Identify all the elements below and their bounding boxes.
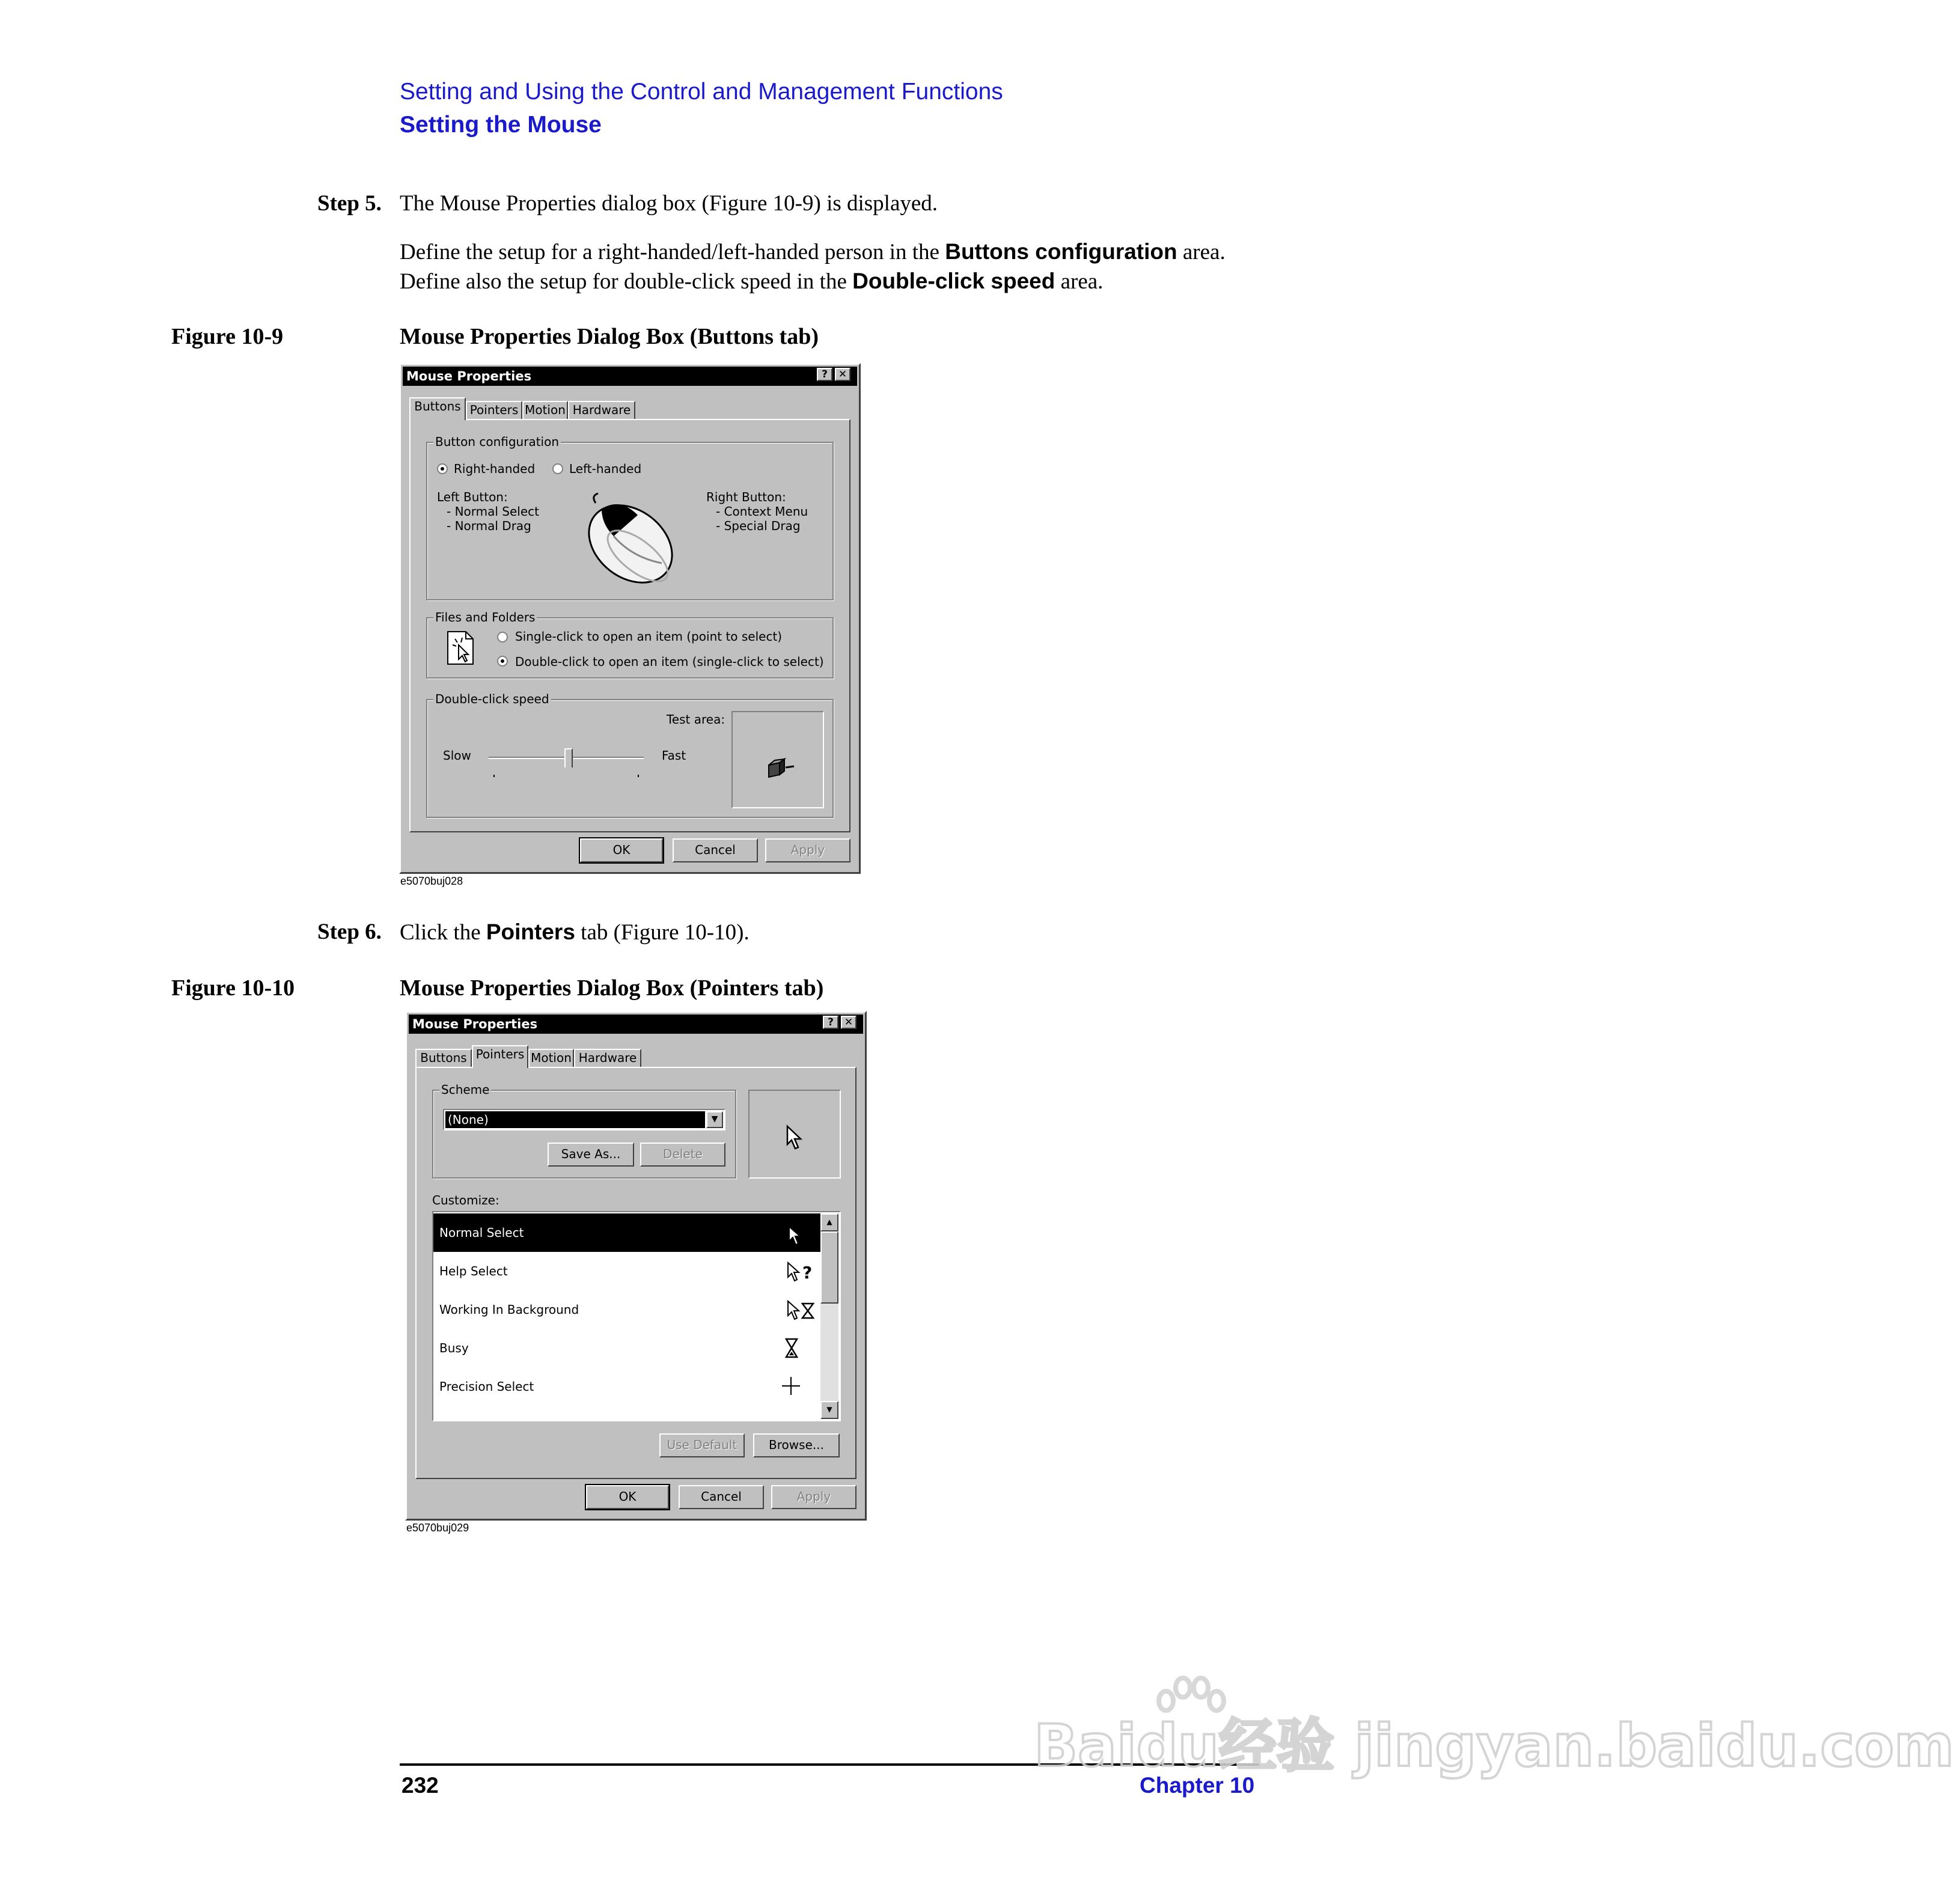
- scrollbar-thumb[interactable]: [820, 1231, 838, 1304]
- figure-10-9-caption: e5070buj028: [400, 875, 463, 887]
- mouse-properties-dialog-buttons: [399, 363, 861, 874]
- mouse-properties-dialog-pointers: [405, 1011, 867, 1521]
- baidu-watermark: [1034, 1677, 1954, 1833]
- mouse-icon: [578, 491, 686, 590]
- right-handed-label: Right-handed: [454, 462, 536, 476]
- test-area-box[interactable]: [731, 711, 824, 808]
- pointers-term: Pointers: [486, 920, 575, 944]
- buttons-configuration-term: Buttons configuration: [945, 239, 1177, 264]
- item-label: Busy: [439, 1341, 469, 1355]
- step5-para2: [400, 237, 1226, 267]
- use-default-button[interactable]: Use Default: [659, 1433, 745, 1457]
- step5-p3c: area.: [1055, 269, 1104, 294]
- dialog-title: Mouse Properties: [406, 369, 532, 383]
- pointer-list[interactable]: [432, 1211, 841, 1421]
- tab-pointers[interactable]: Pointers: [466, 401, 522, 419]
- chevron-down-icon[interactable]: ▼: [706, 1111, 723, 1128]
- ok-button[interactable]: OK: [586, 1485, 669, 1509]
- fast-label: Fast: [662, 748, 686, 763]
- tab-hardware[interactable]: Hardware: [574, 1049, 641, 1067]
- help-pointer-icon: [787, 1262, 816, 1283]
- group-title: Files and Folders: [433, 609, 537, 625]
- step5-p2a: Define the setup for a right-handed/left-handed person in the: [400, 240, 945, 264]
- group-title: Button configuration: [433, 434, 561, 450]
- apply-button[interactable]: Apply: [771, 1485, 856, 1509]
- ok-button[interactable]: OK: [580, 838, 663, 862]
- step6-c: tab (Figure 10-10).: [575, 920, 750, 945]
- step5-text: The Mouse Properties dialog box (Figure 10-9) is displayed.: [400, 191, 938, 216]
- scheme-group: [432, 1082, 736, 1179]
- tab-hardware[interactable]: Hardware: [568, 401, 635, 419]
- figure-10-9-title: Mouse Properties Dialog Box (Buttons tab): [400, 324, 819, 349]
- apply-button[interactable]: Apply: [765, 838, 850, 862]
- tab-buttons[interactable]: Buttons: [409, 397, 466, 420]
- list-item[interactable]: [433, 1290, 820, 1329]
- step5-label: Step 5.: [317, 191, 382, 216]
- double-click-label: Double-click to open an item (single-click to select): [515, 654, 824, 669]
- chevron-up-icon[interactable]: ▲: [820, 1213, 838, 1231]
- scheme-value: (None): [445, 1111, 705, 1128]
- document-click-icon: [445, 629, 477, 667]
- double-click-speed-term: Double-click speed: [852, 269, 1055, 293]
- slow-label: Slow: [443, 748, 471, 763]
- arrow-pointer-icon: [786, 1124, 804, 1151]
- right-item-2: - Special Drag: [716, 519, 801, 533]
- step5-para3: [400, 266, 1103, 296]
- group-title: Scheme: [439, 1082, 491, 1097]
- list-scrollbar[interactable]: [820, 1213, 838, 1419]
- test-area-label: Test area:: [667, 712, 725, 727]
- dialog-title: Mouse Properties: [412, 1017, 538, 1031]
- title-bar: [409, 1015, 863, 1034]
- help-button[interactable]: ?: [817, 368, 832, 381]
- item-label: Working In Background: [439, 1302, 579, 1317]
- slider-tick: [493, 775, 495, 777]
- tab-buttons[interactable]: Buttons: [415, 1049, 472, 1067]
- tab-pointers[interactable]: Pointers: [472, 1045, 528, 1068]
- tab-panel: [415, 1067, 856, 1479]
- browse-button[interactable]: Browse...: [753, 1433, 840, 1457]
- scheme-select[interactable]: [443, 1109, 725, 1130]
- step5-p2c: area.: [1177, 240, 1226, 264]
- customize-label: Customize:: [432, 1193, 499, 1207]
- item-label: Precision Select: [439, 1379, 534, 1394]
- list-item[interactable]: [433, 1329, 820, 1367]
- left-item-2: - Normal Drag: [447, 519, 531, 533]
- tab-motion[interactable]: Motion: [522, 401, 568, 419]
- arrow-pointer-icon: [788, 1225, 802, 1247]
- item-label: Help Select: [439, 1264, 508, 1278]
- figure-10-10-caption: e5070buj029: [406, 1522, 469, 1534]
- figure-10-10-title: Mouse Properties Dialog Box (Pointers tab): [400, 975, 824, 1001]
- item-label: Normal Select: [439, 1225, 524, 1240]
- left-handed-label: Left-handed: [569, 462, 642, 476]
- help-button[interactable]: ?: [823, 1016, 838, 1029]
- hourglass-icon: [784, 1337, 799, 1359]
- list-item[interactable]: [433, 1252, 820, 1290]
- right-button-label: Right Button:: [706, 490, 786, 504]
- jack-in-box-icon: [765, 757, 798, 781]
- tab-panel: [409, 419, 850, 832]
- crosshair-icon: [782, 1377, 800, 1395]
- double-click-speed-group: [426, 692, 834, 818]
- working-background-icon: [787, 1300, 816, 1322]
- delete-button[interactable]: Delete: [640, 1143, 725, 1167]
- group-title: Double-click speed: [433, 691, 551, 707]
- step6-label: Step 6.: [317, 920, 382, 944]
- figure-10-10-number: Figure 10-10: [171, 975, 295, 1001]
- close-button[interactable]: ✕: [841, 1016, 856, 1029]
- section-title: Setting the Mouse: [400, 112, 602, 138]
- close-button[interactable]: ✕: [835, 368, 850, 381]
- single-click-radio[interactable]: [497, 632, 508, 642]
- speed-slider-thumb[interactable]: [564, 748, 573, 767]
- svg-text:?: ?: [802, 1263, 813, 1283]
- step6-a: Click the: [400, 920, 486, 945]
- button-configuration-group: [426, 435, 834, 600]
- right-handed-radio[interactable]: [437, 463, 448, 474]
- list-item[interactable]: [433, 1367, 820, 1406]
- left-button-label: Left Button:: [437, 490, 508, 504]
- watermark-text: Baidu经验 jingyan.baidu.com: [1034, 1712, 1954, 1780]
- single-click-label: Single-click to open an item (point to select): [515, 629, 783, 644]
- cancel-button[interactable]: Cancel: [673, 838, 758, 862]
- tab-motion[interactable]: Motion: [528, 1049, 574, 1067]
- page-number: 232: [401, 1773, 439, 1798]
- step5-p3a: Define also the setup for double-click speed in the: [400, 269, 853, 294]
- cancel-button[interactable]: Cancel: [679, 1485, 764, 1509]
- pointer-preview-box: [748, 1090, 841, 1179]
- chapter-title: Setting and Using the Control and Management Functions: [400, 79, 1003, 105]
- step6-text: [400, 917, 750, 947]
- right-item-1: - Context Menu: [716, 504, 808, 519]
- figure-10-9-number: Figure 10-9: [171, 324, 284, 349]
- save-as-button[interactable]: Save As...: [548, 1143, 634, 1167]
- double-click-radio[interactable]: [497, 656, 508, 667]
- slider-tick: [638, 775, 639, 777]
- chevron-down-icon[interactable]: ▼: [820, 1401, 838, 1419]
- footer-chapter: Chapter 10: [1140, 1773, 1255, 1798]
- left-handed-radio[interactable]: [552, 463, 563, 474]
- list-item[interactable]: [433, 1213, 820, 1252]
- files-folders-group: [426, 610, 834, 679]
- left-item-1: - Normal Select: [447, 504, 539, 519]
- title-bar: [403, 367, 857, 386]
